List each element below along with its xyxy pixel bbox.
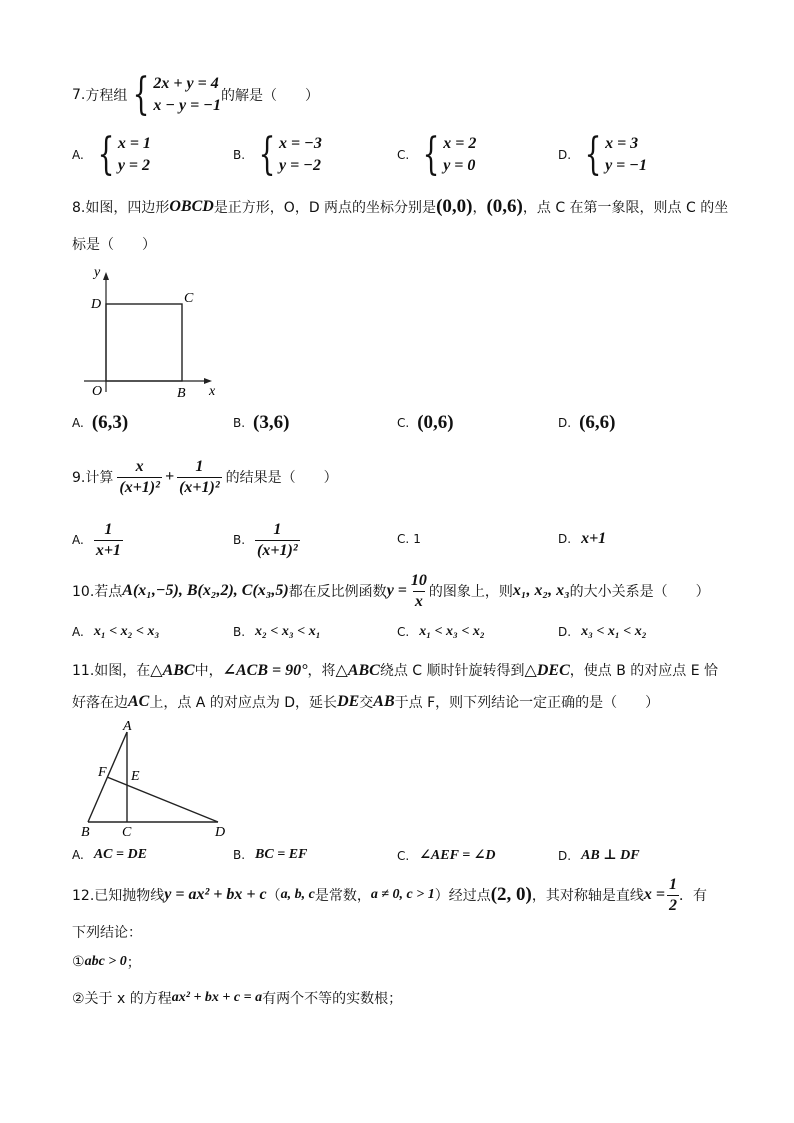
q10-option-a[interactable] <box>72 624 159 640</box>
q9-option-b[interactable] <box>233 516 300 564</box>
q11-option-b[interactable] <box>233 847 307 863</box>
q7-option-d-system <box>579 129 647 180</box>
q10-stem-mid2: 的图象上，则 <box>428 584 513 600</box>
q12-c2-b: 有两个不等的实数根； <box>262 991 403 1007</box>
q9-option-b-label: B. <box>233 533 246 547</box>
q9-option-a-den: x+1 <box>95 541 121 559</box>
q11-l2-de: DE <box>337 693 360 710</box>
q7-stem <box>72 70 319 120</box>
q9-option-a[interactable] <box>72 516 123 564</box>
q11-stem-line2 <box>72 690 659 714</box>
q9-option-c[interactable] <box>397 532 421 546</box>
q8-option-c[interactable] <box>397 412 454 434</box>
q10-stem <box>72 568 710 614</box>
q11-l2-c: 交 <box>359 695 374 711</box>
q8-stem-a: 8.如图，四边形 <box>72 200 170 216</box>
q10-func-den: x <box>414 592 423 610</box>
q8-figure <box>78 262 228 402</box>
q10-stem-post: 的大小关系是（ ） <box>569 584 710 600</box>
brace-icon: { <box>422 129 440 180</box>
q9-option-c-value: 1 <box>413 532 421 546</box>
q7-eq1: 2x + y = 4 <box>153 75 219 92</box>
q7-option-c-line2: y = 0 <box>443 157 476 174</box>
q10-option-d-label: D. <box>558 625 572 639</box>
q10-option-a-label: A. <box>72 625 84 639</box>
q11-l1-tri2: △ABC <box>335 662 380 679</box>
q9-option-b-den: (x+1)² <box>257 541 298 559</box>
q11-l1-angle: ∠ACB = 90° <box>222 662 308 679</box>
q11-figure <box>74 716 244 840</box>
q10-points: A(x₁,−5), B(x₂,2), C(x₃,5) <box>122 582 289 599</box>
q11-option-d[interactable] <box>558 847 640 864</box>
brace-icon: { <box>258 129 276 180</box>
q8-square <box>106 304 182 381</box>
q8-option-c-label: C. <box>397 416 410 430</box>
q8-option-a[interactable] <box>72 412 128 434</box>
q12-c1-end: ； <box>126 955 141 971</box>
q7-eq2: x − y = −1 <box>153 97 221 114</box>
q11-l1-tri3: △DEC <box>524 662 570 679</box>
q11-option-d-label: D. <box>558 848 572 863</box>
q7-option-b-line1: x = −3 <box>279 135 322 152</box>
q8-option-d[interactable] <box>558 412 615 434</box>
q12-l1-f: ．有 <box>679 888 707 904</box>
q11-option-c-value: ∠AEF = ∠D <box>419 848 496 863</box>
q12-conclusion-2 <box>72 988 402 1008</box>
q10-func-lhs: y = <box>386 582 407 599</box>
q11-option-c[interactable] <box>397 847 496 864</box>
q7-stem-post: 的解是（ ） <box>220 88 319 104</box>
q8-label-o: O <box>92 384 103 399</box>
q9-fraction-1-num: x <box>135 457 144 475</box>
q11-label-a: A <box>123 719 132 734</box>
q7-option-b-system <box>253 129 322 180</box>
q7-option-d-line1: x = 3 <box>605 135 639 152</box>
q12-l1-den: 2 <box>669 896 677 914</box>
q8-label-x: x <box>209 384 216 399</box>
q12-c1-expr: abc > 0 <box>84 954 127 969</box>
q9-option-a-num: 1 <box>104 520 113 538</box>
q8-option-a-label: A. <box>72 416 84 430</box>
q8-option-d-value: (6,6) <box>579 412 616 433</box>
q9-option-d-value: x+1 <box>581 530 607 547</box>
q11-label-b: B <box>81 825 90 840</box>
q8-point-d: (0,6) <box>486 196 523 217</box>
q7-option-c-system <box>417 129 477 180</box>
q12-l1-b: （ <box>266 888 281 904</box>
q11-l2-d: 于点 F，则下列结论一定正确的是（ ） <box>394 695 660 711</box>
q8-label-d: D <box>91 297 102 312</box>
q9-plus: + <box>164 468 175 485</box>
q11-l1-b: 中， <box>194 663 223 679</box>
q11-l2-ac: AC <box>128 693 150 710</box>
q11-l1-c: ，将 <box>307 663 336 679</box>
q12-c2-expr: ax² + bx + c = a <box>171 990 263 1005</box>
q10-option-d-value: x₃ < x₁ < x₂ <box>581 624 647 639</box>
q12-stem-line1 <box>72 874 707 916</box>
q12-l1-abc: a, b, c <box>280 887 315 902</box>
q7-option-b[interactable] <box>233 130 322 180</box>
q7-option-c[interactable] <box>397 130 476 180</box>
q8-comma: ， <box>472 200 487 216</box>
q12-l1-cond: a ≠ 0, c > 1 <box>370 887 435 902</box>
q8-option-a-value: (6,3) <box>91 412 129 433</box>
q10-option-c-label: C. <box>397 625 410 639</box>
q9-stem-post: 的结果是（ ） <box>225 470 338 486</box>
q10-option-b-value: x₂ < x₃ < x₁ <box>255 624 321 639</box>
q8-stem-line2: 标是（ ） <box>72 237 156 253</box>
q10-option-b[interactable] <box>233 624 321 640</box>
q11-label-f: F <box>98 765 107 780</box>
q11-option-c-label: C. <box>397 848 410 863</box>
y-axis-arrow-icon <box>103 272 109 280</box>
q11-option-a-value: AC = DE <box>93 847 147 862</box>
q12-l1-x: x = <box>643 886 665 903</box>
q11-l1-a: 11.如图，在 <box>72 663 151 679</box>
q7-number: 7. <box>72 87 86 103</box>
brace-icon: { <box>97 129 115 180</box>
q7-option-a-label: A. <box>72 148 84 162</box>
q11-l1-e: ，使点 B 的对应点 E 恰 <box>569 663 719 679</box>
q7-stem-pre: 方程组 <box>85 88 128 104</box>
brace-icon: { <box>132 69 150 120</box>
q7-option-c-line1: x = 2 <box>443 135 477 152</box>
q8-option-d-label: D. <box>558 416 572 430</box>
q12-stem-line2: 下列结论： <box>72 925 142 941</box>
q8-shape: OBCD <box>169 198 214 215</box>
q10-stem-pre: 10.若点 <box>72 584 123 600</box>
q11-l2-b: 上，点 A 的对应点为 D，延长 <box>149 695 338 711</box>
q11-l2-a: 好落在边 <box>72 695 128 711</box>
q12-l1-a: 12.已知抛物线 <box>72 888 165 904</box>
q11-segment-fd <box>107 777 218 822</box>
q11-label-e: E <box>131 769 140 784</box>
q9-fraction-2-den: (x+1)² <box>179 478 220 496</box>
q11-l1-d: 绕点 C 顺时针旋转得到 <box>379 663 525 679</box>
q9-stem <box>72 452 338 502</box>
q9-fraction-2 <box>177 458 222 497</box>
q8-option-b-value: (3,6) <box>253 412 290 433</box>
q10-option-b-label: B. <box>233 625 246 639</box>
q12-l1-c: 是常数， <box>314 888 371 904</box>
q7-option-b-line2: y = −2 <box>279 157 321 174</box>
q7-equation-system <box>127 69 221 120</box>
q11-option-b-value: BC = EF <box>255 847 308 862</box>
q8-label-c: C <box>184 291 194 306</box>
q11-stem-line1 <box>72 658 718 682</box>
q10-option-d[interactable] <box>558 624 647 640</box>
q8-label-b: B <box>177 386 186 401</box>
q7-option-c-label: C. <box>397 148 410 162</box>
q8-option-b-label: B. <box>233 416 246 430</box>
q9-option-b-num: 1 <box>273 520 282 538</box>
q9-option-b-fraction <box>255 521 300 560</box>
q8-option-c-value: (0,6) <box>417 412 454 433</box>
q9-fraction-1-den: (x+1)² <box>119 478 160 496</box>
q7-option-a[interactable] <box>72 130 151 180</box>
q9-option-d-label: D. <box>558 532 572 546</box>
q9-fraction-1 <box>117 458 162 497</box>
q12-l1-num: 1 <box>669 875 677 893</box>
q9-option-a-fraction <box>94 521 123 560</box>
q9-option-a-label: A. <box>72 533 84 547</box>
q7-option-a-line1: x = 1 <box>117 135 151 152</box>
q7-option-a-line2: y = 2 <box>117 157 151 174</box>
q11-label-c: C <box>122 825 132 840</box>
brace-icon: { <box>584 129 602 180</box>
q10-vars: x₁, x₂, x₃ <box>512 582 570 599</box>
q7-option-d[interactable] <box>558 130 647 180</box>
q7-option-d-line2: y = −1 <box>605 157 647 174</box>
q9-fraction-2-num: 1 <box>195 457 204 475</box>
q8-stem-b: 是正方形，O，D 两点的坐标分别是 <box>213 200 437 216</box>
q12-l1-d: ）经过点 <box>434 888 491 904</box>
q12-l1-eq: y = ax² + bx + c <box>164 886 267 903</box>
q7-option-b-label: B. <box>233 148 246 162</box>
q12-c2-a: ②关于 x 的方程 <box>72 991 172 1007</box>
q12-conclusion-1 <box>72 952 141 972</box>
q8-stem-line1 <box>72 194 728 220</box>
q9-option-d[interactable] <box>558 530 606 548</box>
q7-option-a-system <box>92 129 151 180</box>
q11-label-d: D <box>215 825 226 840</box>
q11-l2-ab: AB <box>373 693 395 710</box>
q9-stem-pre: 9.计算 <box>72 470 114 486</box>
q10-option-c[interactable] <box>397 624 485 640</box>
q8-option-b[interactable] <box>233 412 289 434</box>
q11-l1-tri: △ABC <box>150 662 195 679</box>
q10-stem-mid: 都在反比例函数 <box>288 584 387 600</box>
q11-option-a-label: A. <box>72 848 84 862</box>
q10-option-a-value: x₁ < x₂ < x₃ <box>93 624 160 639</box>
q9-option-c-label: C. <box>397 532 410 546</box>
q11-option-d-value: AB ⊥ DF <box>581 848 640 863</box>
q12-l1-fraction <box>667 876 679 915</box>
q12-c1-mark: ① <box>72 954 85 970</box>
q12-l1-point: (2, 0) <box>490 884 532 905</box>
q8-point-o: (0,0) <box>436 196 473 217</box>
q11-option-b-label: B. <box>233 848 246 862</box>
q8-stem-c: ，点 C 在第一象限，则点 C 的坐 <box>522 200 729 216</box>
q11-option-a[interactable] <box>72 847 147 863</box>
q10-option-c-value: x₁ < x₃ < x₂ <box>419 624 485 639</box>
q12-l1-e: ，其对称轴是直线 <box>531 888 644 904</box>
q10-func-fraction <box>409 572 429 611</box>
q8-label-y: y <box>94 265 101 280</box>
q7-option-d-label: D. <box>558 148 572 162</box>
q10-func-num: 10 <box>410 571 427 589</box>
